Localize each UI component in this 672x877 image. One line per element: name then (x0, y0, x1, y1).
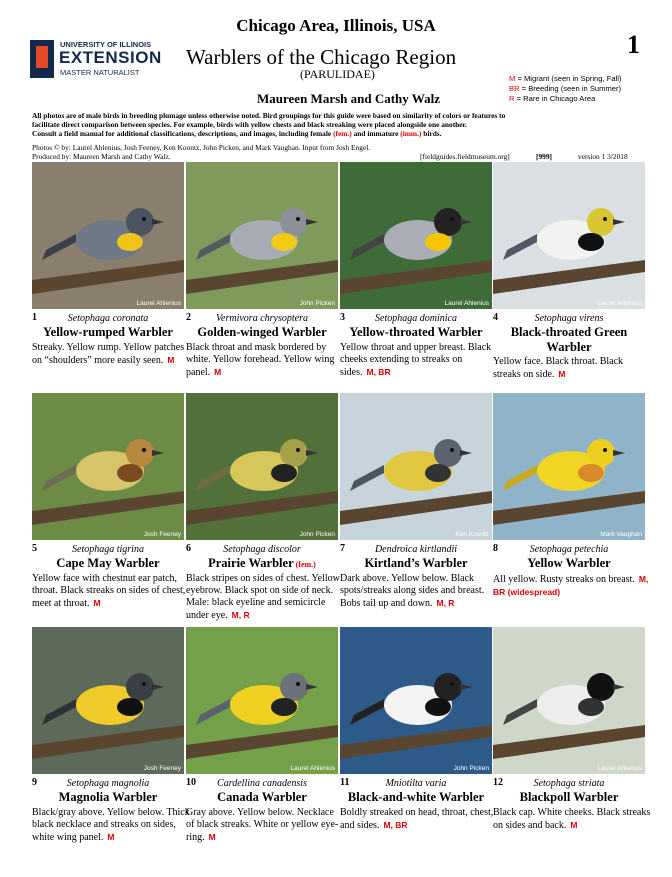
bird-icon (186, 627, 338, 774)
species-number: 4 (493, 312, 498, 323)
scientific-name: Dendroica kirtlandii (374, 544, 458, 555)
legend-text: = Migrant (seen in Spring, Fall) (515, 74, 622, 83)
bird-photo (32, 393, 184, 540)
bird-photo (32, 162, 184, 309)
species-description: Yellow face with chestnut ear patch, throat. Black streaks on sides of chest, meet at throat. M (32, 573, 186, 609)
scientific-name: Setophaga discolor (223, 544, 301, 555)
species-description: Black/gray above. Yellow below. Thick black necklace and streaks on sides, white wing panel. M (32, 807, 190, 843)
species-description: All yellow. Rusty streaks on breast. M, BR (widespread) (493, 574, 649, 597)
intro-line-1: All photos are of male birds in breeding plumage unless otherwise noted. Bird groupings for this guide were based on similarity of colors or features to (32, 111, 506, 120)
status-code: M, BR (widespread) (493, 574, 649, 597)
bird-icon (340, 627, 492, 774)
guide-title: Warblers of the Chicago Region (186, 45, 457, 69)
photo-credit: Laurel Ahlenius (136, 300, 181, 307)
photo-credit: Josh Feeney (143, 531, 181, 538)
bird-photo (493, 393, 645, 540)
legend-text: = Breeding (seen in Summer) (519, 84, 622, 93)
photo-credit: John Picken (299, 300, 335, 307)
common-name: Prairie Warbler (fem.) (208, 556, 316, 570)
species-description: Yellow throat and upper breast. Black cheeks extending to streaks on sides. M, BR (340, 342, 492, 378)
photo-credits: Photos © by: Laurel Ahlenius, Josh Feeney, Ken Koontz, John Picken, and Mark Vaughan. Input from Josh Engel. (32, 143, 371, 152)
species-number: 2 (186, 312, 191, 323)
legend-item (509, 94, 621, 104)
scientific-name: Setophaga coronata (67, 313, 149, 324)
common-name: Yellow-throated Warbler (349, 325, 483, 339)
status-code: M, R (231, 610, 250, 620)
logo-line-2: EXTENSION (59, 48, 162, 67)
logo-line-3: MASTER NATURALIST (60, 68, 140, 77)
common-name: Blackpoll Warbler (519, 790, 619, 804)
species-number: 12 (493, 777, 503, 788)
legend-code: R (509, 94, 515, 103)
status-code: M (558, 369, 566, 379)
version-date: version 1 3/2018 (578, 152, 628, 161)
status-code: M (570, 820, 578, 830)
bird-icon (493, 627, 645, 774)
species-description: Black cap. White cheeks. Black streaks on sides and back. M (493, 807, 651, 831)
site-link[interactable]: [fieldguides.fieldmuseum.org] (420, 152, 510, 161)
logo-line-1: UNIVERSITY OF ILLINOIS (60, 40, 152, 49)
species-description: Gray above. Yellow below. Necklace of black streaks. White or yellow eye-ring. M (186, 807, 339, 843)
legend-text: = Rare in Chicago Area (514, 94, 596, 103)
common-name: Magnolia Warbler (58, 790, 158, 804)
photo-credit: Laurel Ahlenius (290, 765, 335, 772)
scientific-name: Setophaga petechia (529, 544, 609, 555)
bird-icon (493, 393, 645, 540)
common-name: Cape May Warbler (56, 556, 160, 570)
species-description: Yellow face. Black throat. Black streaks on side. M (493, 356, 624, 380)
status-code: M (107, 832, 115, 842)
photo-credit: John Picken (453, 765, 489, 772)
bird-photo (186, 393, 338, 540)
produced-by: Produced by: Maureen Marsh and Cathy Walz. (32, 152, 171, 161)
block-i-icon (36, 46, 48, 68)
scientific-name: Mniotilta varia (385, 778, 447, 789)
scientific-name: Vermivora chrysoptera (216, 313, 308, 324)
common-name: Canada Warbler (217, 790, 307, 804)
photo-credit: Mark Vaughan (600, 531, 642, 538)
species-number: 11 (340, 777, 350, 788)
species-number: 8 (493, 543, 498, 554)
bird-photo (493, 627, 645, 774)
photo-credit: Laurel Ahlenius (597, 765, 642, 772)
species-description: Black stripes on sides of chest. Yellow eyebrow. Black spot on side of neck. Male: black eyeline and semicircle under eye. M, R (186, 573, 340, 621)
bird-icon (340, 162, 492, 309)
species-description: Streaky. Yellow rump. Yellow patches on “shoulders” more easily seen. M (32, 342, 185, 366)
common-name: Kirtland’s Warbler (364, 556, 468, 570)
intro-line-2: facilitate direct comparison between species. For example, birds with yellow chests and black streaking were placed alongside one another. (32, 120, 467, 129)
bird-icon (186, 162, 338, 309)
region-title: Chicago Area, Illinois, USA (236, 16, 436, 35)
guide-code: [999] (536, 152, 553, 161)
scientific-name: Setophaga dominica (375, 313, 457, 324)
status-code: M, BR (383, 820, 408, 830)
legend-item (509, 84, 621, 94)
status-code: M (93, 598, 101, 608)
intro-line-3: Consult a field manual for additional classifications, descriptions, and images, including female (fem.) and immature (imm.) birds. (32, 129, 442, 138)
scientific-name: Setophaga magnolia (66, 778, 150, 789)
family-name: (PARULIDAE) (300, 67, 375, 81)
common-name: Yellow Warbler (527, 556, 611, 570)
species-number: 9 (32, 777, 37, 788)
status-code: M (208, 832, 216, 842)
common-name: Black-and-white Warbler (347, 790, 485, 804)
bird-photo (340, 393, 492, 540)
species-number: 3 (340, 312, 345, 323)
bird-photo (186, 627, 338, 774)
bird-icon (32, 393, 184, 540)
species-number: 7 (340, 543, 345, 554)
species-description: Black throat and mask bordered by white. Yellow forehead. Yellow wing panel. M (186, 342, 335, 378)
species-number: 5 (32, 543, 37, 554)
common-name: Golden-winged Warbler (197, 325, 327, 339)
bird-icon (340, 393, 492, 540)
scientific-name: Setophaga virens (534, 313, 604, 324)
status-code: M (214, 367, 222, 377)
species-number: 1 (32, 312, 37, 323)
common-name: Black-throated Green Warbler (510, 325, 628, 354)
bird-icon (493, 162, 645, 309)
scientific-name: Setophaga striata (533, 778, 605, 789)
status-legend (509, 74, 621, 104)
bird-icon (186, 393, 338, 540)
scientific-name: Setophaga tigrina (72, 544, 144, 555)
photo-credit: Ken Koontz (455, 531, 489, 538)
photo-credit: Laurel Ahlenius (444, 300, 489, 307)
photo-credit: John Picken (299, 531, 335, 538)
photo-credit: Josh Feeney (143, 765, 181, 772)
bird-icon (32, 627, 184, 774)
university-logo (30, 40, 162, 80)
species-number: 6 (186, 543, 191, 554)
photo-credit: Laurel Ahlenius (597, 300, 642, 307)
legend-code: M (509, 74, 516, 83)
species-number: 10 (186, 777, 196, 788)
legend-code: BR (509, 84, 520, 93)
bird-photo (493, 162, 645, 309)
legend-item (509, 74, 621, 84)
status-code: M, R (436, 598, 455, 608)
species-description: Dark above. Yellow below. Black spots/streaks along sides and breast. Bobs tail up and down. M, R (340, 573, 485, 609)
page-number: 1 (627, 30, 640, 59)
credits (32, 143, 644, 161)
species-description: Boldly streaked on head, throat, chest, and sides. M, BR (340, 807, 494, 831)
intro-note (32, 111, 644, 138)
scientific-name: Cardellina canadensis (217, 778, 307, 789)
bird-photo (340, 627, 492, 774)
status-code: M, BR (366, 367, 391, 377)
common-name: Yellow-rumped Warbler (43, 325, 173, 339)
bird-photo (340, 162, 492, 309)
authors: Maureen Marsh and Cathy Walz (257, 91, 440, 106)
bird-photo (186, 162, 338, 309)
bird-photo (32, 627, 184, 774)
status-code: M (167, 355, 175, 365)
bird-icon (32, 162, 184, 309)
